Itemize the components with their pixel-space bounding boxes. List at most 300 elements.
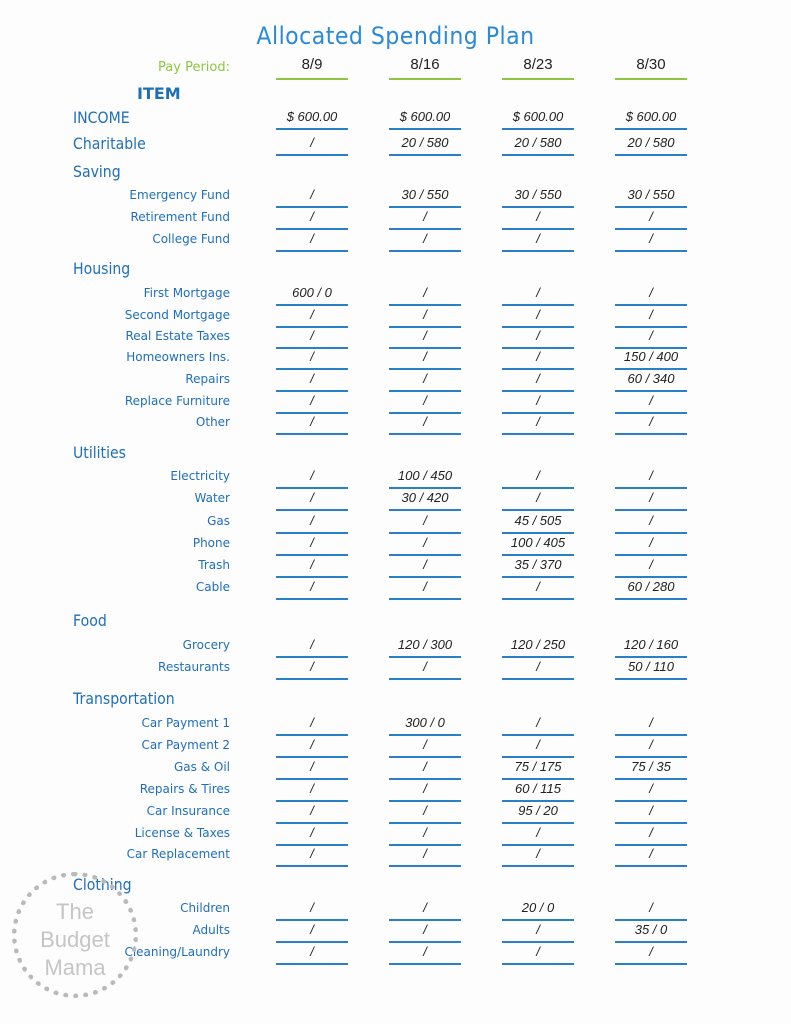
amount-cell[interactable] [502, 134, 574, 152]
amount-value: 50 / 110 [627, 659, 675, 674]
amount-value: / [536, 371, 540, 386]
amount-cell[interactable] [276, 802, 348, 820]
amount-value: / [423, 659, 427, 674]
amount-cell[interactable] [502, 392, 574, 410]
amount-cell[interactable] [389, 306, 461, 324]
row-label: Electricity [170, 469, 230, 483]
row-label: Car Payment 2 [141, 738, 230, 752]
cell-underline [615, 509, 687, 511]
row-label: Other [195, 415, 230, 429]
amount-value: / [536, 307, 540, 322]
amount-value: $ 600.00 [625, 109, 677, 124]
pay-period-label: Pay Period: [158, 60, 230, 75]
amount-cell[interactable] [615, 208, 687, 226]
amount-value: / [310, 659, 314, 674]
amount-cell[interactable] [502, 802, 574, 820]
section-heading: Transportation [73, 689, 175, 708]
amount-cell[interactable] [502, 736, 574, 754]
amount-value: / [649, 285, 653, 300]
cell-underline [502, 963, 574, 965]
row-label: First Mortgage [143, 286, 230, 300]
amount-cell[interactable] [276, 392, 348, 410]
amount-value: / [536, 579, 540, 594]
cell-underline [389, 678, 461, 680]
amount-cell[interactable] [615, 134, 687, 152]
amount-cell[interactable] [615, 512, 687, 530]
amount-value: / [423, 803, 427, 818]
amount-cell[interactable] [389, 658, 461, 676]
amount-cell[interactable] [615, 824, 687, 842]
amount-value: 35 / 0 [634, 922, 668, 937]
cell-underline [276, 678, 348, 680]
amount-value: / [649, 535, 653, 550]
amount-value: / [423, 737, 427, 752]
row-label: Phone [192, 536, 230, 550]
amount-cell[interactable] [615, 758, 687, 776]
amount-cell[interactable] [615, 467, 687, 485]
amount-value: / [310, 187, 314, 202]
amount-cell[interactable] [276, 899, 348, 917]
amount-value: / [423, 231, 427, 246]
amount-cell[interactable] [615, 489, 687, 507]
cell-underline [502, 598, 574, 600]
amount-cell[interactable] [615, 284, 687, 302]
amount-value: / [536, 490, 540, 505]
amount-cell[interactable] [389, 899, 461, 917]
cell-underline [502, 128, 574, 130]
amount-value: 20 / 0 [521, 900, 555, 915]
amount-value: / [536, 944, 540, 959]
period-header: 8/9 [301, 56, 323, 73]
cell-underline [389, 433, 461, 435]
row-label: Children [180, 901, 230, 915]
period-header: 8/23 [523, 56, 553, 73]
amount-cell[interactable] [276, 348, 348, 366]
period-underline [502, 78, 574, 80]
section-heading: Utilities [73, 443, 126, 462]
amount-value: $ 600.00 [512, 109, 564, 124]
watermark-badge [12, 872, 138, 998]
amount-cell[interactable] [389, 348, 461, 366]
amount-cell[interactable] [389, 413, 461, 431]
amount-cell[interactable] [615, 392, 687, 410]
amount-value: / [310, 922, 314, 937]
amount-cell[interactable] [276, 489, 348, 507]
amount-cell[interactable] [502, 658, 574, 676]
amount-cell[interactable] [615, 714, 687, 732]
amount-cell[interactable] [502, 306, 574, 324]
amount-cell[interactable] [502, 108, 574, 126]
amount-cell[interactable] [389, 845, 461, 863]
amount-cell[interactable] [276, 758, 348, 776]
amount-value: 120 / 160 [623, 637, 679, 652]
amount-cell[interactable] [502, 824, 574, 842]
amount-cell[interactable] [502, 845, 574, 863]
amount-value: / [310, 781, 314, 796]
amount-cell[interactable] [276, 413, 348, 431]
amount-value: / [536, 285, 540, 300]
amount-cell[interactable] [276, 230, 348, 248]
amount-value: $ 600.00 [286, 109, 338, 124]
amount-cell[interactable] [615, 899, 687, 917]
cell-underline [276, 433, 348, 435]
amount-value: 30 / 550 [627, 187, 675, 202]
amount-value: / [423, 393, 427, 408]
amount-value: / [310, 579, 314, 594]
cell-underline [276, 128, 348, 130]
amount-value: / [310, 135, 314, 150]
amount-cell[interactable] [502, 636, 574, 654]
amount-cell[interactable] [389, 780, 461, 798]
amount-cell[interactable] [502, 714, 574, 732]
amount-cell[interactable] [389, 714, 461, 732]
amount-value: / [423, 414, 427, 429]
amount-cell[interactable] [276, 636, 348, 654]
amount-cell[interactable] [502, 467, 574, 485]
row-label: Cleaning/Laundry [124, 945, 230, 959]
amount-cell[interactable] [276, 512, 348, 530]
amount-value: / [310, 557, 314, 572]
cell-underline [389, 598, 461, 600]
amount-cell[interactable] [502, 413, 574, 431]
amount-value: / [649, 846, 653, 861]
amount-cell[interactable] [502, 489, 574, 507]
cell-underline [615, 678, 687, 680]
amount-cell[interactable] [615, 658, 687, 676]
amount-cell[interactable] [615, 534, 687, 552]
amount-value: / [649, 307, 653, 322]
cell-underline [502, 509, 574, 511]
amount-value: / [310, 231, 314, 246]
amount-value: / [423, 513, 427, 528]
amount-value: / [649, 825, 653, 840]
amount-value: 30 / 550 [514, 187, 562, 202]
amount-cell[interactable] [502, 556, 574, 574]
amount-cell[interactable] [276, 327, 348, 345]
amount-value: / [310, 393, 314, 408]
amount-cell[interactable] [502, 512, 574, 530]
row-label: Trash [198, 558, 230, 572]
cell-underline [502, 250, 574, 252]
amount-value: / [536, 715, 540, 730]
row-label: Adults [192, 923, 230, 937]
amount-value: / [423, 209, 427, 224]
amount-cell[interactable] [502, 230, 574, 248]
cell-underline [615, 963, 687, 965]
amount-value: / [649, 781, 653, 796]
amount-value: / [536, 349, 540, 364]
section-heading: Saving [73, 162, 121, 181]
amount-value: 20 / 580 [627, 135, 675, 150]
amount-cell[interactable] [615, 556, 687, 574]
cell-underline [389, 250, 461, 252]
amount-value: 60 / 340 [627, 371, 675, 386]
amount-value: / [536, 414, 540, 429]
amount-value: / [423, 846, 427, 861]
amount-cell[interactable] [389, 230, 461, 248]
cell-underline [615, 433, 687, 435]
amount-value: / [310, 737, 314, 752]
amount-value: / [649, 715, 653, 730]
period-header: 8/16 [410, 56, 440, 73]
amount-cell[interactable] [389, 736, 461, 754]
amount-cell[interactable] [389, 489, 461, 507]
cell-underline [276, 250, 348, 252]
amount-cell[interactable] [276, 108, 348, 126]
amount-value: / [310, 944, 314, 959]
amount-cell[interactable] [502, 921, 574, 939]
section-heading: Clothing [73, 875, 132, 894]
amount-cell[interactable] [389, 186, 461, 204]
amount-value: / [310, 468, 314, 483]
amount-cell[interactable] [276, 943, 348, 961]
amount-value: / [536, 231, 540, 246]
cell-underline [276, 509, 348, 511]
row-label: Emergency Fund [129, 188, 230, 202]
amount-value: 20 / 580 [401, 135, 449, 150]
amount-cell[interactable] [502, 578, 574, 596]
amount-cell[interactable] [276, 284, 348, 302]
amount-value: 60 / 115 [514, 781, 562, 796]
amount-value: / [536, 209, 540, 224]
cell-underline [389, 865, 461, 867]
amount-value: / [310, 371, 314, 386]
amount-cell[interactable] [502, 899, 574, 917]
amount-cell[interactable] [276, 534, 348, 552]
amount-value: / [536, 846, 540, 861]
amount-value: / [310, 490, 314, 505]
amount-cell[interactable] [615, 108, 687, 126]
cell-underline [389, 128, 461, 130]
amount-value: / [310, 513, 314, 528]
amount-cell[interactable] [389, 284, 461, 302]
amount-cell[interactable] [276, 736, 348, 754]
amount-value: 300 / 0 [405, 715, 445, 730]
amount-value: / [649, 803, 653, 818]
cell-underline [276, 598, 348, 600]
amount-cell[interactable] [615, 636, 687, 654]
amount-value: 75 / 175 [514, 759, 562, 774]
cell-underline [615, 154, 687, 156]
amount-cell[interactable] [389, 467, 461, 485]
amount-cell[interactable] [502, 943, 574, 961]
amount-cell[interactable] [502, 370, 574, 388]
amount-cell[interactable] [389, 208, 461, 226]
section-heading: Housing [73, 259, 131, 278]
amount-value: / [423, 307, 427, 322]
amount-cell[interactable] [502, 284, 574, 302]
amount-cell[interactable] [276, 306, 348, 324]
amount-value: / [423, 900, 427, 915]
amount-cell[interactable] [615, 413, 687, 431]
amount-cell[interactable] [276, 845, 348, 863]
amount-value: / [423, 557, 427, 572]
row-label: Repairs & Tires [139, 782, 230, 796]
cell-underline [615, 598, 687, 600]
amount-value: / [536, 659, 540, 674]
amount-value: / [423, 944, 427, 959]
amount-cell[interactable] [389, 392, 461, 410]
amount-cell[interactable] [615, 230, 687, 248]
amount-cell[interactable] [389, 636, 461, 654]
amount-cell[interactable] [502, 780, 574, 798]
amount-cell[interactable] [502, 534, 574, 552]
amount-cell[interactable] [276, 780, 348, 798]
amount-value: / [536, 922, 540, 937]
amount-cell[interactable] [615, 921, 687, 939]
amount-cell[interactable] [276, 824, 348, 842]
amount-value: / [649, 468, 653, 483]
amount-value: / [536, 468, 540, 483]
amount-value: 30 / 550 [401, 187, 449, 202]
amount-value: / [649, 393, 653, 408]
amount-value: / [649, 737, 653, 752]
amount-value: / [310, 535, 314, 550]
row-label: Replace Furniture [124, 394, 230, 408]
amount-value: / [649, 414, 653, 429]
amount-value: 30 / 420 [401, 490, 449, 505]
amount-cell[interactable] [615, 306, 687, 324]
row-label: Retirement Fund [130, 210, 230, 224]
amount-cell[interactable] [502, 758, 574, 776]
amount-cell[interactable] [615, 802, 687, 820]
row-label: License & Taxes [134, 826, 230, 840]
amount-cell[interactable] [389, 108, 461, 126]
amount-value: 20 / 580 [514, 135, 562, 150]
amount-cell[interactable] [615, 578, 687, 596]
amount-value: 150 / 400 [623, 349, 679, 364]
amount-cell[interactable] [615, 780, 687, 798]
row-label: Gas [207, 514, 230, 528]
amount-value: / [423, 371, 427, 386]
watermark-line: The [56, 899, 94, 924]
amount-cell[interactable] [615, 943, 687, 961]
amount-cell[interactable] [389, 370, 461, 388]
row-label: Car Replacement [126, 847, 230, 861]
amount-value: / [536, 825, 540, 840]
amount-cell[interactable] [389, 534, 461, 552]
amount-cell[interactable] [276, 658, 348, 676]
row-label: Water [194, 491, 230, 505]
amount-cell[interactable] [502, 208, 574, 226]
amount-cell[interactable] [502, 348, 574, 366]
amount-cell[interactable] [389, 134, 461, 152]
amount-value: / [310, 715, 314, 730]
amount-cell[interactable] [276, 714, 348, 732]
amount-cell[interactable] [389, 758, 461, 776]
amount-cell[interactable] [502, 327, 574, 345]
amount-value: / [649, 557, 653, 572]
row-label: Grocery [182, 638, 230, 652]
period-header: 8/30 [636, 56, 666, 73]
amount-value: / [310, 637, 314, 652]
amount-value: 60 / 280 [627, 579, 675, 594]
amount-value: / [310, 825, 314, 840]
amount-value: / [423, 781, 427, 796]
amount-value: / [423, 349, 427, 364]
amount-cell[interactable] [276, 370, 348, 388]
amount-cell[interactable] [389, 943, 461, 961]
amount-cell[interactable] [389, 327, 461, 345]
watermark-line: Mama [44, 955, 106, 980]
amount-cell[interactable] [389, 921, 461, 939]
amount-cell[interactable] [502, 186, 574, 204]
cell-underline [502, 678, 574, 680]
amount-value: / [310, 209, 314, 224]
cell-underline [502, 865, 574, 867]
amount-cell[interactable] [615, 736, 687, 754]
period-underline [389, 78, 461, 80]
amount-value: / [310, 307, 314, 322]
amount-cell[interactable] [389, 556, 461, 574]
amount-cell[interactable] [615, 845, 687, 863]
cell-underline [389, 154, 461, 156]
amount-cell[interactable] [615, 186, 687, 204]
amount-value: / [649, 231, 653, 246]
row-label: Real Estate Taxes [125, 329, 230, 343]
row-label: Gas & Oil [173, 760, 230, 774]
amount-value: / [649, 328, 653, 343]
row-label: Car Insurance [146, 804, 230, 818]
row-label: Repairs [185, 372, 230, 386]
amount-cell[interactable] [389, 512, 461, 530]
amount-value: / [536, 737, 540, 752]
row-label: Second Mortgage [124, 308, 230, 322]
amount-value: / [423, 922, 427, 937]
amount-value: / [423, 535, 427, 550]
amount-cell[interactable] [389, 578, 461, 596]
amount-value: / [310, 900, 314, 915]
amount-cell[interactable] [276, 921, 348, 939]
cell-underline [615, 128, 687, 130]
amount-value: 120 / 250 [510, 637, 566, 652]
amount-value: / [536, 328, 540, 343]
amount-value: / [423, 285, 427, 300]
amount-cell[interactable] [276, 578, 348, 596]
cell-underline [615, 865, 687, 867]
amount-cell[interactable] [276, 556, 348, 574]
amount-cell[interactable] [615, 327, 687, 345]
amount-cell[interactable] [389, 824, 461, 842]
item-heading: ITEM [137, 84, 181, 103]
row-label: Restaurants [158, 660, 230, 674]
amount-value: 100 / 405 [510, 535, 566, 550]
amount-value: / [649, 513, 653, 528]
cell-underline [276, 154, 348, 156]
amount-value: $ 600.00 [399, 109, 451, 124]
amount-value: / [649, 944, 653, 959]
section-heading: Food [73, 611, 107, 630]
watermark-line: Budget [40, 927, 110, 952]
amount-cell[interactable] [389, 802, 461, 820]
amount-value: 75 / 35 [631, 759, 671, 774]
period-underline [615, 78, 687, 80]
amount-value: / [649, 900, 653, 915]
cell-underline [615, 250, 687, 252]
amount-cell[interactable] [276, 186, 348, 204]
row-label: College Fund [152, 232, 230, 246]
amount-cell[interactable] [276, 467, 348, 485]
amount-cell[interactable] [276, 134, 348, 152]
page-title: Allocated Spending Plan [256, 22, 535, 50]
amount-value: 600 / 0 [292, 285, 332, 300]
amount-value: / [536, 393, 540, 408]
amount-cell[interactable] [615, 370, 687, 388]
section-heading: Charitable [73, 134, 146, 153]
amount-value: 120 / 300 [397, 637, 453, 652]
amount-cell[interactable] [276, 208, 348, 226]
amount-cell[interactable] [615, 348, 687, 366]
